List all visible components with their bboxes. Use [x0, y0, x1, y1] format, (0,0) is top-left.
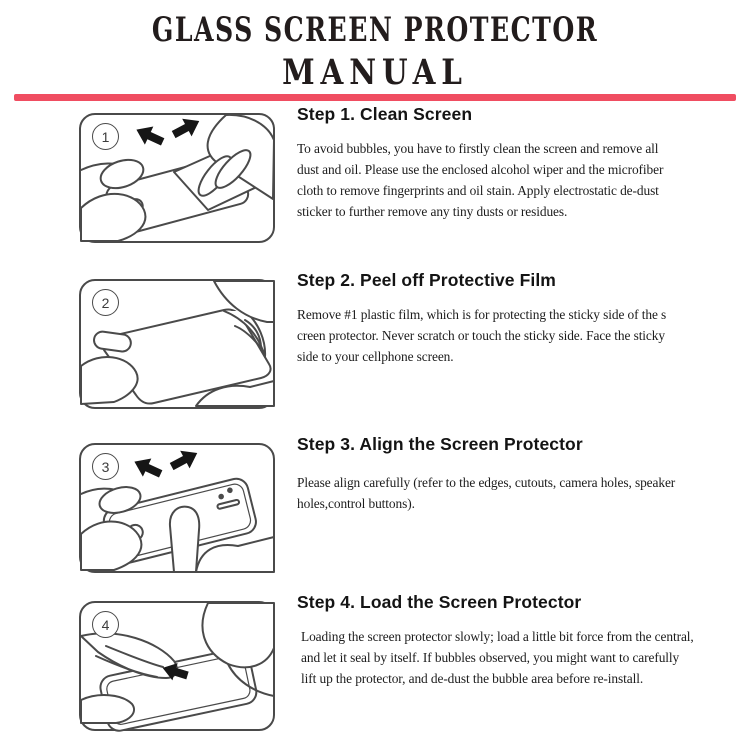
body-line: cloth to remove fingerprints and oil stain. Apply electrostatic de-dust	[297, 183, 659, 198]
step-3-illustration	[78, 442, 276, 574]
page-title: GLASS SCREEN PROTECTOR	[151, 10, 599, 50]
body-line: lift up the protector, and de-dust the bubble area before re-install.	[301, 671, 644, 686]
body-line: Remove #1 plastic film, which is for protecting the sticky side of the s	[297, 307, 667, 322]
body-line: To avoid bubbles, you have to firstly clean the screen and remove all	[297, 141, 659, 156]
body-line: dust and oil. Please use the enclosed alcohol wiper and the microfiber	[297, 162, 664, 177]
step-number-badge	[92, 123, 119, 150]
step-2-illustration	[78, 278, 276, 410]
body-line: Loading the screen protector slowly; load a little bit force from the central,	[301, 629, 694, 644]
step-number-badge	[92, 453, 119, 480]
body-line: side to your cellphone screen.	[297, 349, 454, 364]
step-3-heading: Step 3. Align the Screen Protector	[297, 434, 583, 454]
body-line: sticker to further remove any tiny dusts or residues.	[297, 204, 568, 219]
step-number-badge	[92, 289, 119, 316]
thumb	[81, 194, 145, 241]
step-4-body	[297, 626, 747, 689]
step-2-section	[0, 270, 750, 420]
body-line: and let it seal by itself. If bubbles observed, you might want to carefully	[301, 650, 680, 665]
step-2-heading: Step 2. Peel off Protective Film	[297, 270, 556, 290]
step-number: 2	[101, 294, 110, 311]
step-number-badge	[92, 611, 119, 638]
page-subtitle: MANUAL	[282, 52, 468, 93]
finger	[170, 507, 199, 572]
step-1-illustration	[78, 112, 276, 244]
body-line: Please align carefully (refer to the edges, cutouts, camera holes, speaker	[297, 475, 676, 490]
step-4-illustration	[78, 600, 276, 732]
step-2-body	[297, 304, 747, 367]
step-number: 4	[101, 616, 110, 633]
thumb	[81, 695, 134, 723]
step-number: 3	[101, 458, 110, 475]
step-1-heading: Step 1. Clean Screen	[297, 104, 473, 124]
title-divider	[14, 94, 736, 101]
step-1-section	[0, 104, 750, 254]
step-number: 1	[101, 128, 110, 145]
step-4-heading: Step 4. Load the Screen Protector	[297, 592, 582, 612]
step-3-body	[297, 472, 747, 514]
step-4-section	[0, 592, 750, 742]
body-line: holes,control buttons).	[297, 496, 415, 511]
body-line: creen protector. Never scratch or touch the sticky side. Face the sticky	[297, 328, 665, 343]
step-1-body	[297, 138, 747, 222]
step-3-section	[0, 434, 750, 584]
